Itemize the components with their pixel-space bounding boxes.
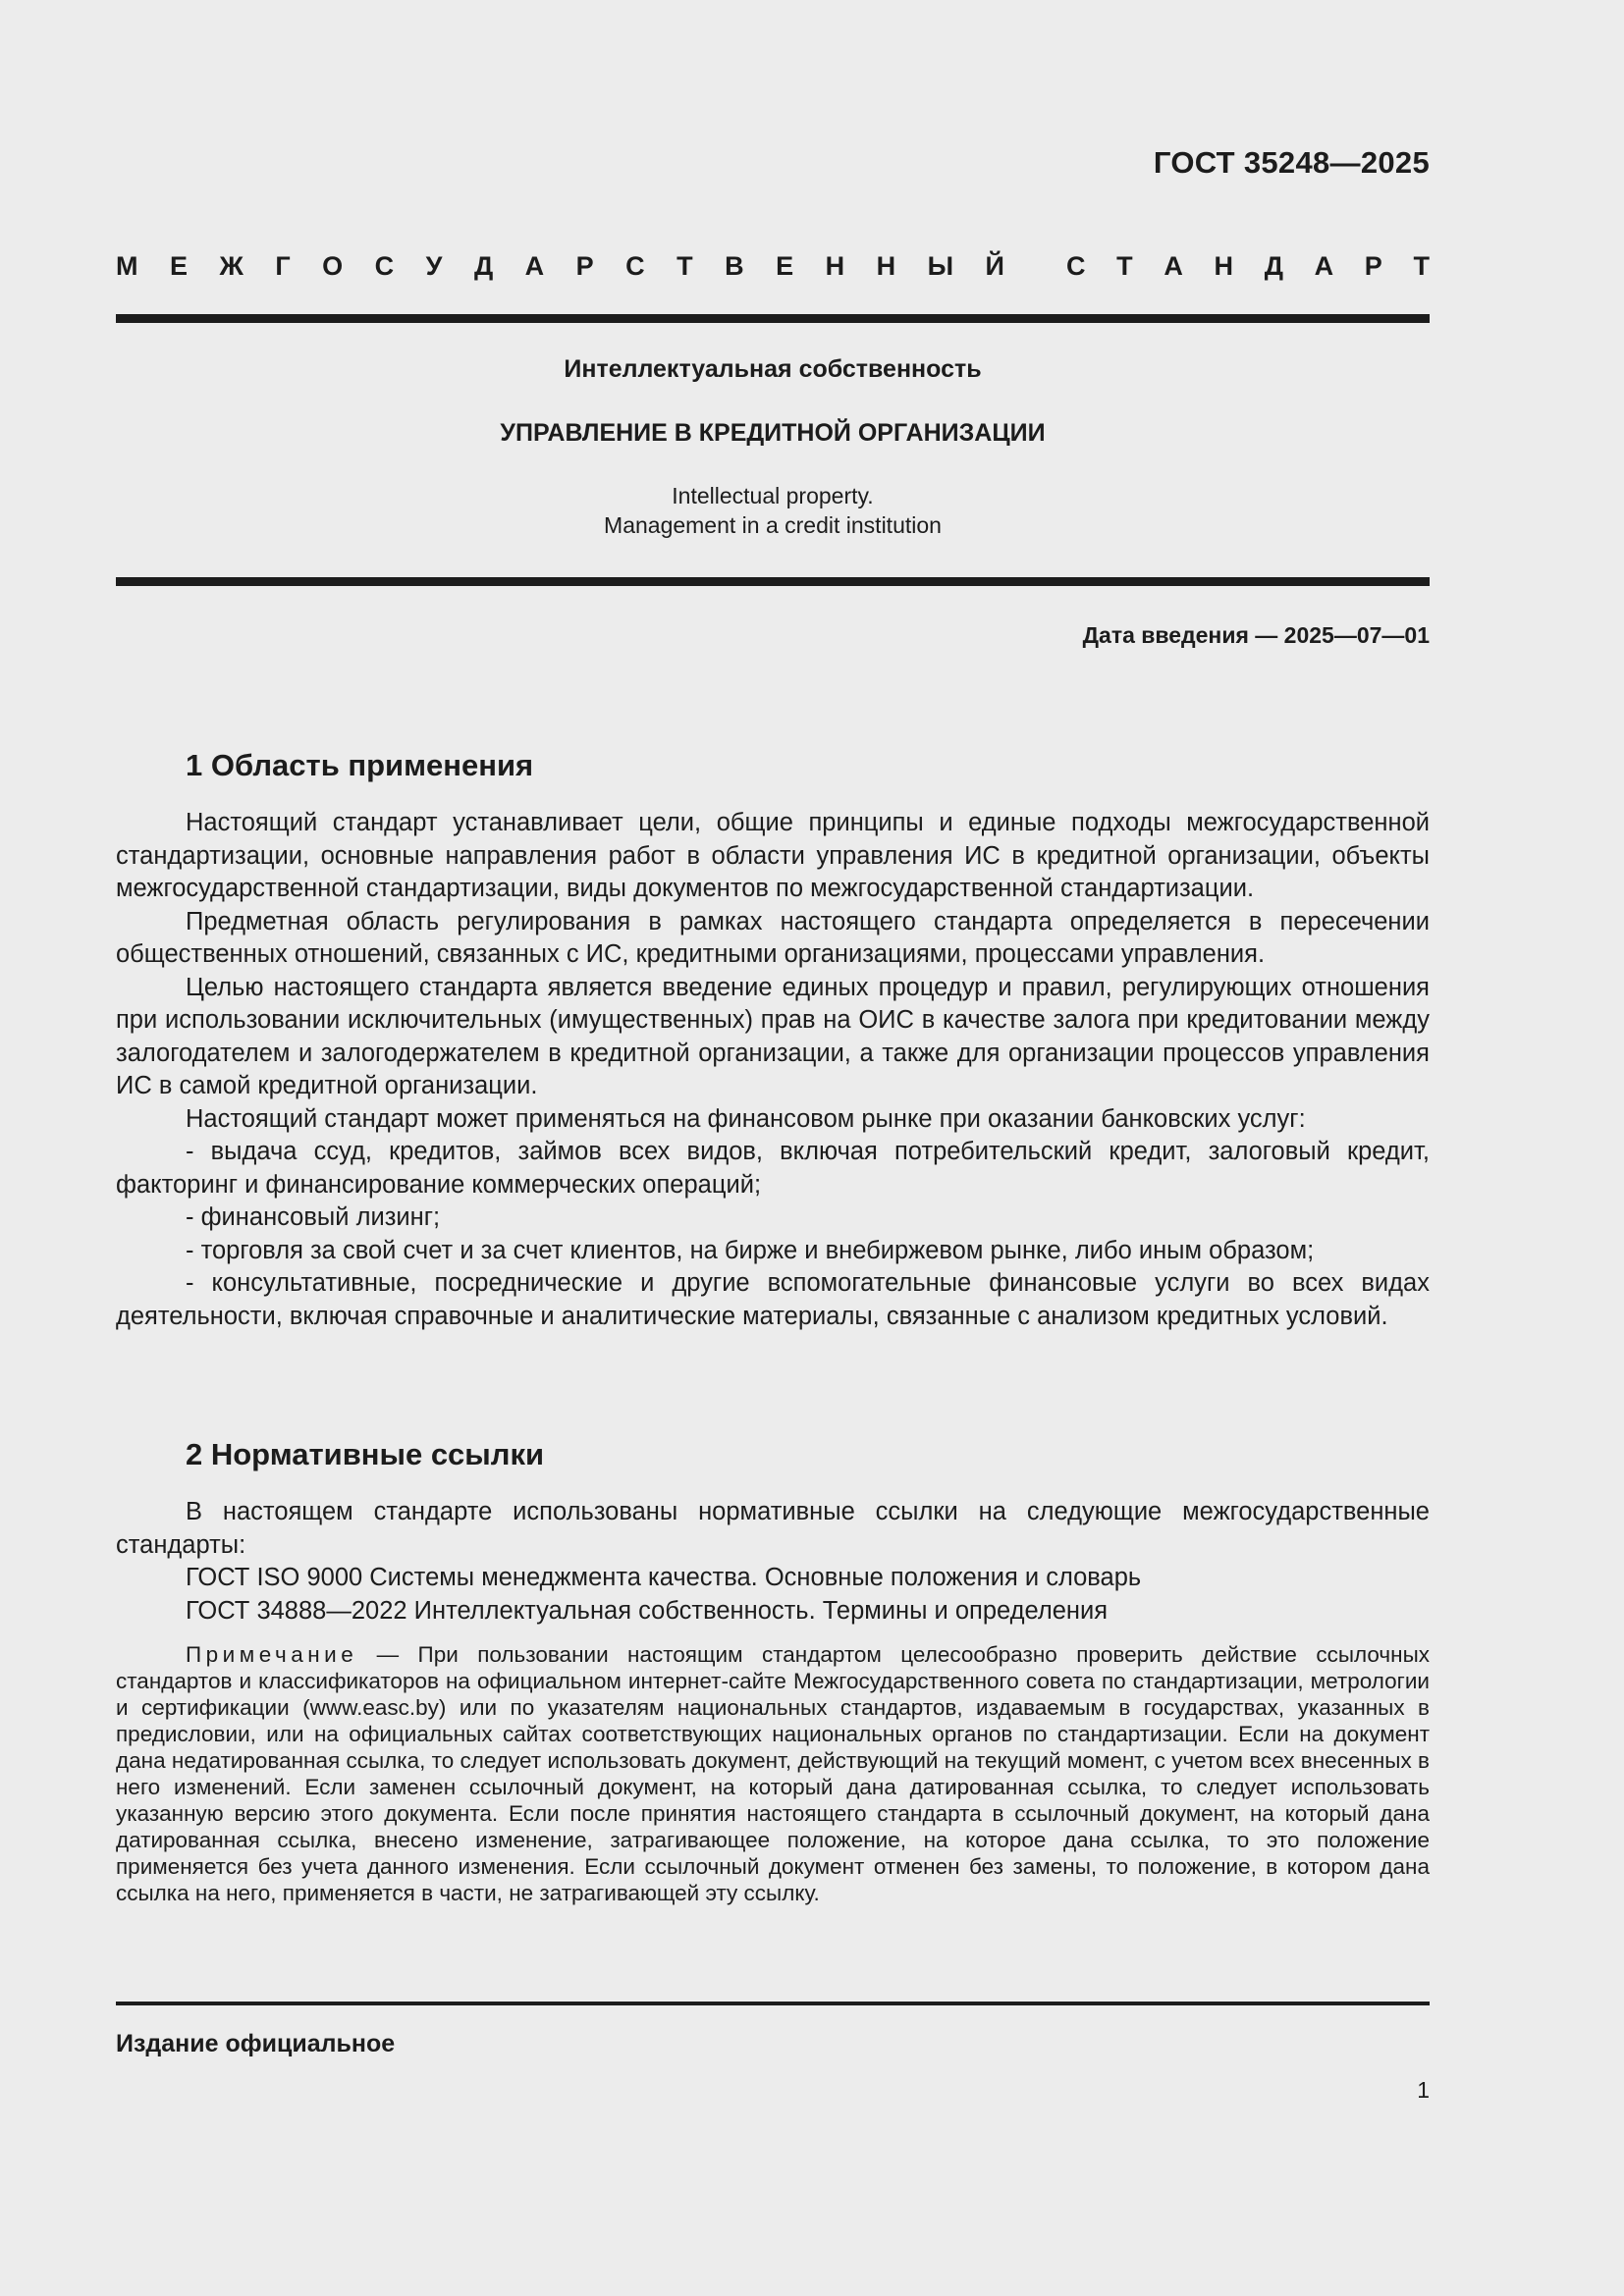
letter: М	[116, 251, 138, 281]
list-item: - выдача ссуд, кредитов, займов всех видов, включая потребительский кредит, залоговый кредит, факторинг и финансирование коммерческих операций;	[116, 1138, 1430, 1199]
letter: А	[524, 251, 545, 281]
paragraph: Целью настоящего стандарта является введение единых процедур и правил, регулирующих отношения при использовании исключительных (имущественных) прав на ОИС в качестве залога при кредитовании между залогодателем и залогодержателем в кредитной организации, а также для организации процессов управления ИС в самой кредитной организации.	[116, 973, 1430, 1099]
header-rule-bottom	[116, 577, 1430, 586]
section-2-heading: 2 Нормативные ссылки	[186, 1437, 545, 1471]
letter: Е	[776, 251, 794, 281]
note-paragraph	[116, 1641, 1430, 1906]
document-subject: Интеллектуальная собственность	[564, 355, 982, 383]
paragraph: Настоящий стандарт может применяться на финансовом рынке при оказании банковских услуг:	[186, 1104, 1306, 1133]
standard-type-word-standard	[1066, 251, 1430, 282]
letter: Т	[1413, 251, 1430, 281]
paragraph: Предметная область регулирования в рамках настоящего стандарта определяется в пересечении общественных отношений, связанных с ИС, кредитными организациями, процессами управления.	[116, 907, 1430, 968]
letter: О	[322, 251, 344, 281]
letter: Д	[473, 251, 494, 281]
paragraph: Настоящий стандарт устанавливает цели, общие принципы и единые подходы межгосударственной стандартизации, основные направления работ в области управления ИС в кредитной организации, объекты межгосударственной стандартизации, виды документов по межгосударственной стандартизации.	[116, 809, 1430, 902]
list-item: - финансовый лизинг;	[186, 1203, 441, 1231]
note	[116, 1641, 1430, 1906]
letter: А	[1164, 251, 1183, 281]
letter: Г	[275, 251, 291, 281]
document-title: УПРАВЛЕНИЕ В КРЕДИТНОЙ ОРГАНИЗАЦИИ	[500, 419, 1046, 447]
letter: С	[625, 251, 645, 281]
letter: С	[374, 251, 395, 281]
section-1-heading: 1 Область применения	[186, 748, 534, 782]
letter: У	[425, 251, 443, 281]
letter: Т	[1116, 251, 1133, 281]
letter: Т	[677, 251, 693, 281]
reference-item: ГОСТ ISO 9000 Системы менеджмента качества. Основные положения и словарь	[186, 1564, 1142, 1591]
section-2-body	[116, 1496, 1430, 1628]
list-item: - консультативные, посреднические и другие вспомогательные финансовые услуги во всех видах деятельности, включая справочные и аналитические материалы, связанные с анализом кредитных условий.	[116, 1269, 1430, 1330]
letter: Й	[985, 251, 1004, 281]
english-title	[116, 481, 1430, 540]
letter: Н	[876, 251, 896, 281]
letter: Р	[575, 251, 594, 281]
standard-type-word-interstate	[116, 251, 1004, 282]
letter: Ы	[927, 251, 954, 281]
footer-rule	[116, 2002, 1430, 2005]
document-number: ГОСТ 35248—2025	[1153, 145, 1430, 180]
letter: Д	[1264, 251, 1283, 281]
note-label: Примечание	[186, 1642, 358, 1667]
standard-type-heading	[116, 251, 1430, 282]
letter: В	[725, 251, 744, 281]
header-rule-top	[116, 314, 1430, 323]
reference-item: ГОСТ 34888—2022 Интеллектуальная собственность. Термины и определения	[186, 1596, 1109, 1625]
english-title-line-2: Management in a credit institution	[604, 512, 942, 538]
introduction-date: Дата введения — 2025—07—01	[1082, 622, 1430, 648]
edition-label: Издание официальное	[116, 2030, 396, 2057]
paragraph: В настоящем стандарте использованы нормативные ссылки на следующие межгосударственные стандарты:	[116, 1498, 1430, 1559]
letter: Ж	[219, 251, 244, 281]
letter: Р	[1364, 251, 1382, 281]
page-number: 1	[1417, 2077, 1430, 2103]
note-text: — При пользовании настоящим стандартом целесообразно проверить действие ссылочных стандартов и классификаторов на официальном интернет-сайте Межгосударственного совета по стандартизации, метрологии и сертификации (www.easc.by) или по указателям национальных стандартов, издаваемым в государствах, указанных в предисловии, или на официальных сайтах соответствующих национальных органов по стандартизации. Если на документ дана недатированная ссылка, то следует использовать документ, действующий на текущий момент, с учетом всех внесенных в него изменений. Если заменен ссылочный документ, на который дана датированная ссылка, то следует использовать указанную версию этого документа. Если после принятия настоящего стандарта в ссылочный документ, на который дана датированная ссылка, внесено изменение, затрагивающее положение, на которое дана ссылка, то это положение применяется без учета данного изменения. Если ссылочный документ отменен без замены, то положение, в котором дана ссылка на него, применяется в части, не затрагивающей эту ссылку.	[116, 1642, 1430, 1905]
letter: А	[1314, 251, 1334, 281]
list-item: - торговля за свой счет и за счет клиентов, на бирже и внебиржевом рынке, либо иным образом;	[186, 1236, 1315, 1264]
letter: С	[1066, 251, 1086, 281]
letter: Н	[1214, 251, 1234, 281]
letter: Н	[825, 251, 845, 281]
english-title-line-1: Intellectual property.	[672, 483, 874, 508]
letter: Е	[169, 251, 188, 281]
section-1-body	[116, 807, 1430, 1333]
